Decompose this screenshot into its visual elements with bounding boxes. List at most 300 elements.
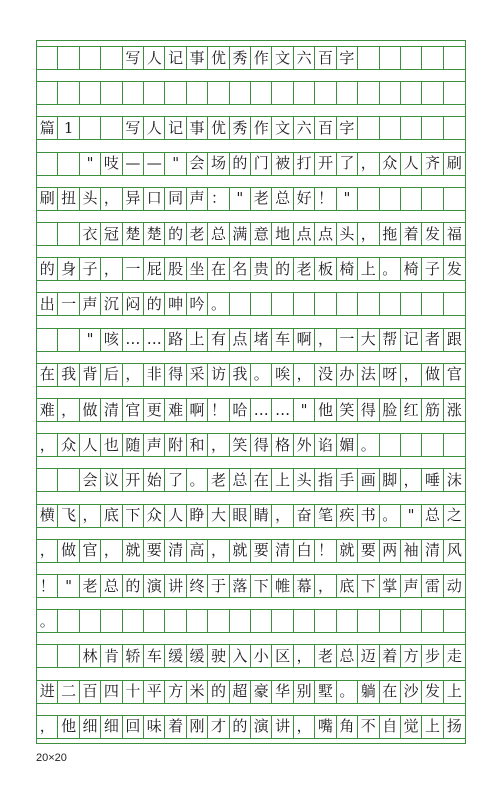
grid-cell: 优 [208, 117, 229, 139]
grid-cell: 小 [251, 645, 272, 667]
grid-cell: 会 [187, 153, 208, 175]
grid-cell: 演 [144, 575, 165, 597]
grid-cell [401, 293, 422, 315]
grid-cell: — [144, 153, 165, 175]
grid-cell: 于 [208, 575, 229, 597]
grid-cell [337, 293, 358, 315]
grid-cell: 福 [446, 224, 462, 243]
grid-cell: 谄 [315, 434, 336, 456]
grid-cell: 写 [123, 117, 144, 139]
grid-cell [272, 293, 293, 315]
grid-cell: 头 [80, 188, 101, 210]
grid-cell: 外 [294, 434, 315, 456]
grid-cell: 笑 [230, 434, 251, 456]
grid-cell [272, 82, 293, 104]
grid-cell: 要 [144, 540, 165, 562]
grid-cell: … [144, 329, 165, 351]
grid-cell: 满 [230, 223, 251, 245]
grid-cell: 堵 [251, 329, 272, 351]
grid-cell: 附 [165, 434, 186, 456]
grid-cell: 沙 [401, 681, 422, 703]
grid-cell: 清 [272, 540, 293, 562]
grid-cell: 百 [80, 681, 101, 703]
grid-cell: 他 [315, 399, 336, 421]
grid-cell: 随 [123, 434, 144, 456]
grid-cell [358, 82, 379, 104]
grid-cell [380, 434, 401, 456]
grid-cell: 官 [80, 540, 101, 562]
grid-cell [380, 117, 401, 139]
grid-cell: ， [358, 223, 379, 245]
grid-cell: 红 [401, 399, 422, 421]
grid-cell: 底 [337, 575, 358, 597]
grid-cell: " [165, 153, 186, 175]
grid-row [37, 116, 465, 140]
grid-cell: 底 [101, 505, 122, 527]
grid-cell: 格 [272, 434, 293, 456]
grid-cell [101, 47, 122, 69]
grid-cell: ， [401, 469, 422, 491]
grid-cell: 采 [187, 364, 208, 386]
grid-cell: 唉 [272, 364, 293, 386]
grid-cell: 着 [165, 716, 186, 738]
grid-cell: — [123, 153, 144, 175]
grid-cell [422, 188, 443, 210]
grid-cell: 要 [358, 540, 379, 562]
grid-cell: ， [208, 540, 229, 562]
grid-cell: 下 [123, 505, 144, 527]
grid-cell: 访 [208, 364, 229, 386]
grid-cell [251, 610, 272, 632]
grid-cell: 要 [251, 540, 272, 562]
grid-cell: 驶 [208, 645, 229, 667]
grid-cell: 人 [165, 505, 186, 527]
grid-cell [444, 610, 465, 632]
grid-cell [101, 82, 122, 104]
grid-cell: 就 [337, 540, 358, 562]
grid-cell: 总 [272, 188, 293, 210]
grid-cell: ， [58, 399, 79, 421]
grid-cell: ， [101, 258, 122, 280]
grid-cell: 沉 [101, 293, 122, 315]
grid-cell: 众 [58, 434, 79, 456]
grid-cell: 走 [446, 646, 462, 665]
grid-cell [272, 610, 293, 632]
grid-cell: " [80, 329, 101, 351]
grid-row [37, 433, 465, 457]
grid-cell: 着 [401, 223, 422, 245]
grid-cell: 。 [380, 505, 401, 527]
grid-cell: 雷 [422, 575, 443, 597]
grid-cell: 出 [37, 293, 58, 315]
grid-cell: 大 [358, 329, 379, 351]
grid-cell: 就 [123, 540, 144, 562]
grid-cell: 写 [123, 47, 144, 69]
grid-cell: 自 [380, 716, 401, 738]
grid-cell: 下 [358, 575, 379, 597]
grid-cell: 了 [165, 469, 186, 491]
grid-cell: 我 [230, 364, 251, 386]
grid-cell [208, 82, 229, 104]
grid-cell: 肯 [101, 645, 122, 667]
grid-cell: 众 [380, 153, 401, 175]
grid-cell: ， [315, 575, 336, 597]
grid-cell: 啊 [294, 329, 315, 351]
grid-cell: 在 [380, 681, 401, 703]
grid-cell [144, 82, 165, 104]
grid-cell: 字 [337, 117, 358, 139]
grid-cell [208, 610, 229, 632]
grid-cell [444, 82, 465, 104]
grid-cell [187, 610, 208, 632]
grid-cell: 奋 [294, 505, 315, 527]
grid-cell: 缓 [187, 645, 208, 667]
grid-cell: ， [101, 188, 122, 210]
grid-cell: 好 [294, 188, 315, 210]
grid-cell [401, 82, 422, 104]
grid-cell: 老 [80, 575, 101, 597]
grid-cell [144, 610, 165, 632]
grid-cell: 之 [446, 506, 462, 525]
grid-cell: 记 [401, 329, 422, 351]
grid-cell [58, 82, 79, 104]
grid-cell [401, 117, 422, 139]
grid-cell: 议 [101, 469, 122, 491]
grid-cell: 四 [101, 681, 122, 703]
grid-cell: 飞 [58, 505, 79, 527]
grid-cell: 坐 [187, 258, 208, 280]
grid-cell: 六 [294, 47, 315, 69]
grid-cell: 掌 [380, 575, 401, 597]
grid-cell: 呻 [165, 293, 186, 315]
grid-cell: 着 [380, 645, 401, 667]
grid-cell [380, 47, 401, 69]
grid-cell: 1 [58, 117, 79, 139]
grid-row [37, 46, 465, 70]
grid-cell: ， [315, 329, 336, 351]
grid-cell: 楚 [144, 223, 165, 245]
grid-cell: 和 [187, 434, 208, 456]
grid-row [37, 398, 465, 422]
grid-cell: 人 [144, 117, 165, 139]
grid-cell: 贵 [251, 258, 272, 280]
grid-cell: 演 [251, 716, 272, 738]
grid-cell: 上 [187, 329, 208, 351]
grid-cell [337, 82, 358, 104]
grid-row [37, 363, 465, 387]
grid-cell: 咳 [101, 329, 122, 351]
grid-cell: 刷 [446, 154, 462, 173]
grid-cell [37, 645, 58, 667]
grid-cell [230, 82, 251, 104]
grid-cell: 步 [422, 645, 443, 667]
grid-cell [444, 47, 465, 69]
grid-cell: 袖 [401, 540, 422, 562]
grid-cell: 难 [37, 399, 58, 421]
grid-cell: 老 [208, 469, 229, 491]
grid-cell: … [251, 399, 272, 421]
grid-cell [58, 645, 79, 667]
grid-cell: 米 [187, 681, 208, 703]
grid-cell: 非 [144, 364, 165, 386]
grid-cell: 。 [251, 364, 272, 386]
grid-cell: 人 [144, 47, 165, 69]
grid-cell [358, 117, 379, 139]
grid-cell: 老 [187, 223, 208, 245]
grid-cell [165, 82, 186, 104]
grid-cell [422, 610, 443, 632]
grid-cell: 躺 [358, 681, 379, 703]
grid-cell: 呀 [380, 364, 401, 386]
grid-cell [80, 47, 101, 69]
grid-cell: 下 [251, 575, 272, 597]
grid-cell: 方 [165, 681, 186, 703]
grid-cell: " [337, 188, 358, 210]
grid-cell: 幕 [294, 575, 315, 597]
grid-cell: 讲 [165, 575, 186, 597]
grid-cell [37, 469, 58, 491]
grid-cell: 的 [208, 681, 229, 703]
grid-row [37, 715, 465, 739]
grid-cell [315, 293, 336, 315]
grid-cell: " [401, 505, 422, 527]
grid-cell: 味 [144, 716, 165, 738]
grid-cell [58, 329, 79, 351]
grid-cell: 难 [165, 399, 186, 421]
grid-cell: 场 [208, 153, 229, 175]
grid-cell: 画 [358, 469, 379, 491]
grid-cell: 总 [101, 575, 122, 597]
grid-cell [165, 610, 186, 632]
grid-cell: 细 [80, 716, 101, 738]
grid-cell: 帷 [272, 575, 293, 597]
grid-cell: 总 [230, 469, 251, 491]
grid-cell: 的 [165, 223, 186, 245]
grid-cell: 事 [187, 47, 208, 69]
grid-cell [251, 82, 272, 104]
grid-cell: 开 [123, 469, 144, 491]
grid-cell: 人 [401, 153, 422, 175]
grid-cell: 背 [80, 364, 101, 386]
grid-cell: 更 [144, 399, 165, 421]
grid-cell: 墅 [315, 681, 336, 703]
grid-cell: 头 [294, 469, 315, 491]
grid-cell: … [272, 399, 293, 421]
grid-row [37, 680, 465, 704]
grid-cell: ！ [315, 540, 336, 562]
grid-cell: 发 [422, 681, 443, 703]
grid-cell [294, 82, 315, 104]
grid-cell [58, 153, 79, 175]
grid-row [37, 328, 465, 352]
grid-row [37, 504, 465, 528]
grid-cell: 得 [165, 364, 186, 386]
grid-cell: 细 [101, 716, 122, 738]
grid-cell [422, 293, 443, 315]
grid-cell: 书 [358, 505, 379, 527]
grid-cell: 记 [165, 117, 186, 139]
grid-cell: 总 [422, 505, 443, 527]
grid-cell [401, 610, 422, 632]
grid-cell: ， [37, 434, 58, 456]
grid-cell: 官 [446, 365, 462, 384]
grid-cell: 记 [165, 47, 186, 69]
grid-cell [101, 117, 122, 139]
grid-cell: 声 [187, 188, 208, 210]
grid-cell: ， [123, 364, 144, 386]
grid-cell: 一 [58, 293, 79, 315]
grid-cell: 股 [165, 258, 186, 280]
grid-cell: 会 [80, 469, 101, 491]
grid-cell: 清 [101, 399, 122, 421]
grid-cell: 老 [315, 645, 336, 667]
grid-size-label: 20×20 [36, 752, 67, 764]
grid-cell: 闷 [123, 293, 144, 315]
grid-cell: 后 [101, 364, 122, 386]
grid-cell [230, 293, 251, 315]
grid-cell: 吟 [187, 293, 208, 315]
grid-cell: 做 [422, 364, 443, 386]
grid-cell [401, 188, 422, 210]
grid-cell: 睁 [187, 505, 208, 527]
grid-row [37, 609, 465, 633]
grid-cell: 冠 [101, 223, 122, 245]
grid-cell: 刷 [37, 188, 58, 210]
grid-cell: 优 [208, 47, 229, 69]
grid-cell: 。 [337, 681, 358, 703]
grid-cell: 法 [358, 364, 379, 386]
grid-cell: ， [294, 645, 315, 667]
grid-cell: 篇 [37, 117, 58, 139]
grid-cell [37, 153, 58, 175]
grid-cell: 车 [272, 329, 293, 351]
grid-cell: 的 [230, 716, 251, 738]
grid-cell: 终 [187, 575, 208, 597]
grid-cell: 上 [446, 682, 462, 701]
grid-cell: 打 [294, 153, 315, 175]
grid-cell: 缓 [165, 645, 186, 667]
grid-cell: 手 [337, 469, 358, 491]
grid-cell: 。 [358, 434, 379, 456]
grid-cell: ， [208, 434, 229, 456]
grid-cell: 文 [272, 47, 293, 69]
grid-cell: 吱 [101, 153, 122, 175]
grid-cell: 没 [315, 364, 336, 386]
grid-cell: ， [358, 153, 379, 175]
grid-cell: 横 [37, 505, 58, 527]
manuscript-grid-sheet [36, 40, 466, 744]
grid-row [37, 187, 465, 211]
grid-cell: 的 [37, 258, 58, 280]
grid-cell: 同 [165, 188, 186, 210]
grid-cell [444, 434, 465, 456]
grid-cell [422, 117, 443, 139]
grid-cell: 啊 [187, 399, 208, 421]
grid-cell [58, 469, 79, 491]
grid-row [37, 574, 465, 598]
grid-cell: 人 [80, 434, 101, 456]
grid-cell: 被 [272, 153, 293, 175]
grid-cell [380, 188, 401, 210]
grid-cell: 点 [230, 329, 251, 351]
grid-cell: 不 [358, 716, 379, 738]
grid-cell [358, 188, 379, 210]
grid-cell: ， [401, 364, 422, 386]
grid-cell: 疾 [337, 505, 358, 527]
grid-cell [80, 82, 101, 104]
grid-cell: 。 [37, 610, 58, 632]
grid-cell: 总 [208, 223, 229, 245]
grid-cell: 笑 [337, 399, 358, 421]
grid-cell: 作 [251, 47, 272, 69]
grid-cell: 文 [272, 117, 293, 139]
grid-cell: 得 [358, 399, 379, 421]
grid-cell: 声 [80, 293, 101, 315]
grid-row [37, 292, 465, 316]
grid-cell: 衣 [80, 223, 101, 245]
grid-cell [80, 117, 101, 139]
grid-cell: ， [272, 505, 293, 527]
grid-cell: ！ [208, 399, 229, 421]
grid-cell: 风 [446, 541, 462, 560]
grid-cell: 椅 [337, 258, 358, 280]
grid-row [37, 644, 465, 668]
grid-cell [401, 434, 422, 456]
grid-cell: ， [101, 540, 122, 562]
grid-cell: 才 [208, 716, 229, 738]
grid-cell [337, 610, 358, 632]
grid-cell: 扬 [446, 717, 462, 736]
grid-cell: 笔 [315, 505, 336, 527]
grid-cell [358, 610, 379, 632]
grid-cell: 意 [251, 223, 272, 245]
grid-cell: 发 [446, 259, 462, 278]
grid-cell: 两 [380, 540, 401, 562]
grid-cell: 林 [80, 645, 101, 667]
grid-cell: 始 [144, 469, 165, 491]
grid-cell: ！ [37, 575, 58, 597]
grid-cell: 进 [37, 681, 58, 703]
grid-cell: " [294, 399, 315, 421]
grid-cell [315, 82, 336, 104]
grid-cell: 。 [208, 293, 229, 315]
grid-cell: 做 [80, 399, 101, 421]
grid-cell: 在 [208, 258, 229, 280]
grid-cell: 秀 [230, 47, 251, 69]
grid-cell: 迈 [358, 645, 379, 667]
grid-cell: 一 [337, 329, 358, 351]
grid-cell: 总 [337, 645, 358, 667]
grid-cell [37, 223, 58, 245]
grid-cell: 脸 [380, 399, 401, 421]
grid-cell [230, 610, 251, 632]
grid-cell [294, 293, 315, 315]
grid-cell: 清 [422, 540, 443, 562]
grid-cell [422, 47, 443, 69]
grid-cell: 老 [251, 188, 272, 210]
grid-cell: 板 [315, 258, 336, 280]
grid-cell: 子 [422, 258, 443, 280]
grid-cell: 有 [208, 329, 229, 351]
grid-cell: 声 [401, 575, 422, 597]
grid-cell: 十 [123, 681, 144, 703]
grid-cell: 觉 [401, 716, 422, 738]
grid-cell: 头 [337, 223, 358, 245]
grid-cell: 点 [294, 223, 315, 245]
grid-cell: 上 [422, 716, 443, 738]
grid-cell: 官 [123, 399, 144, 421]
grid-cell: 落 [230, 575, 251, 597]
